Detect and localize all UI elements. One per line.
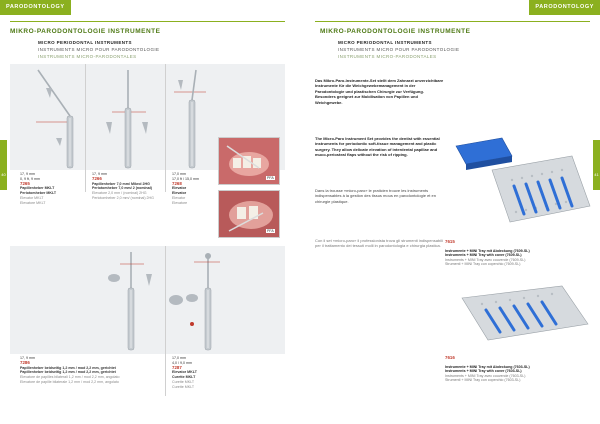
left-page-number: 40 — [1, 172, 6, 177]
instrument-tray-7616-image — [452, 284, 592, 344]
item-code: 7616 — [445, 355, 455, 360]
left-section-tag: PARODONTOLOGY — [0, 0, 71, 15]
item-code: 7268 — [172, 180, 182, 186]
left-page-title: MIKRO-PARODONTOLOGIE INSTRUMENTE — [10, 28, 161, 35]
description-it: Con il set «micro-paro» il professionista trova gli strumenti indispensabili per il trattamento dei tessuti molli in parodontologia e chirurgia plastica. — [315, 238, 443, 249]
item-code: 7265 — [20, 180, 30, 186]
instrument-7266-image — [92, 66, 162, 170]
instrument-7268-image — [166, 66, 216, 170]
right-subtitle-fr: INSTRUMENTS MICRO POUR PARODONTOLOGIE — [338, 47, 460, 52]
instrument-7265-image — [20, 66, 82, 170]
instrument-tray-7615-image — [452, 136, 592, 234]
right-subtitle-it: INSTRUMENTS MICRO-PARODONTALES — [338, 54, 437, 59]
left-page-number-tab — [0, 140, 7, 190]
right-page-number: 41 — [594, 172, 599, 177]
right-header-bar — [300, 0, 600, 15]
photo-label-1: PFA — [267, 176, 274, 180]
right-header-rule — [315, 21, 590, 22]
description-en: The Micro-Paro Instrument Set provides the dentist with essential instruments for periodontic soft-tissue management and plastic surgery. They allow delicate elevation of interdental papillae and muco-periosteal flaps without the risk of ripping. — [315, 136, 440, 158]
tray-7615-caption: 7615 Instrumente + MINI Tray mit Abdeckung (7609-SL) Instruments + MINI Tray with cover (7609-SL) Instruments + MINI Tray avec couvercle (7609-SL) Strumenti + MINI Tray con coperchio (7609-SL) — [445, 240, 590, 267]
left-subtitle-en: MICRO PERIODONTAL INSTRUMENTS — [38, 40, 132, 45]
item-code: 7286 — [20, 359, 30, 365]
item-code: 7615 — [445, 239, 455, 244]
spec-7265: 17, 9 mm 0, 9 ft, 9 mm 7265 Papillenheber MKLT Periotomheber MKLT Elevator MKLT Elevatore MKLT — [20, 172, 82, 206]
photo-label-2: PFA — [267, 229, 274, 233]
right-page-title: MIKRO-PARODONTOLOGIE INSTRUMENTE — [320, 28, 471, 35]
right-subtitle-en: MICRO PERIODONTAL INSTRUMENTS — [338, 40, 432, 45]
spec-7266: 17, 9 mm 7266 Papillenheber 7,0 mm/ Mikrol 2HG Periotomheber 7,0 mm/ 2 (nominal) Elevatore 2,0 mm / (nominal) 2HG Periotomheber 2,0 mm/ (nominal) 2HG — [92, 172, 164, 201]
description-de: Das Mikro-Paro-Instrumente-Set stellt dem Zahnarzt unverzichtbare Instrumente für die Weichgewebemanagement in der Parodontologie und plastischen Chirurgie zur Verfügung. Besonders geeignet zur Mobilisation von Papillen und Weichgewebe. — [315, 78, 444, 105]
left-subtitle-it: INSTRUMENTS MICRO-PARODONTALES — [38, 54, 137, 59]
description-fr: Dans la trousse «micro-paro» le praticien trouve les instruments indispensables à la gestion des tissus mous en parodontologie et en chirurgie plastique. — [315, 188, 436, 204]
spec-7286: 17, 9 mm 7286 Papillenheber beidseitig 1,2 mm / mod 2,2 mm, gerichtet Papillenheber beidseitig 1,2 mm / mod 2,2 mm, gerichtet Elevatore de papilles bilaterali 1,2 mm / mod 2,2 mm, angolato Elevatore de papille bilaterale 1,2 mm / mod 2,2 mm, angolato — [20, 356, 164, 385]
instrument-7287-image — [166, 248, 228, 352]
left-header-bar — [0, 0, 300, 15]
divider — [85, 64, 86, 192]
right-page — [300, 0, 600, 424]
right-section-tag: PARODONTOLOGY — [529, 0, 600, 15]
left-subtitle-fr: INSTRUMENTS MICRO POUR PARODONTOLOGIE — [38, 47, 160, 52]
spec-7287: 17,0 mm 4,0 / 9,0 mm 7287 Elevator MKLT Curette MKLT Curette MKLT Curette MKLT — [172, 356, 232, 390]
spec-7268: 17,0 mm 17,0 ft / 15,0 mm 7268 Elevator Elevator Elevator Elevatore — [172, 172, 216, 206]
item-code: 7287 — [172, 364, 182, 370]
item-code: 7266 — [92, 175, 102, 181]
left-header-rule — [10, 21, 285, 22]
right-page-number-tab — [593, 140, 600, 190]
instrument-7286-image — [100, 248, 162, 352]
tray-7616-caption: 7616 Instrumente + MINI Tray mit Abdeckung (7603-SL) Instruments + MINI Tray with cover (7603-SL) Instruments + MINI Tray avec couvercle (7603-SL) Strumenti + MINI Tray con coperchio (7603-SL) — [445, 356, 590, 383]
